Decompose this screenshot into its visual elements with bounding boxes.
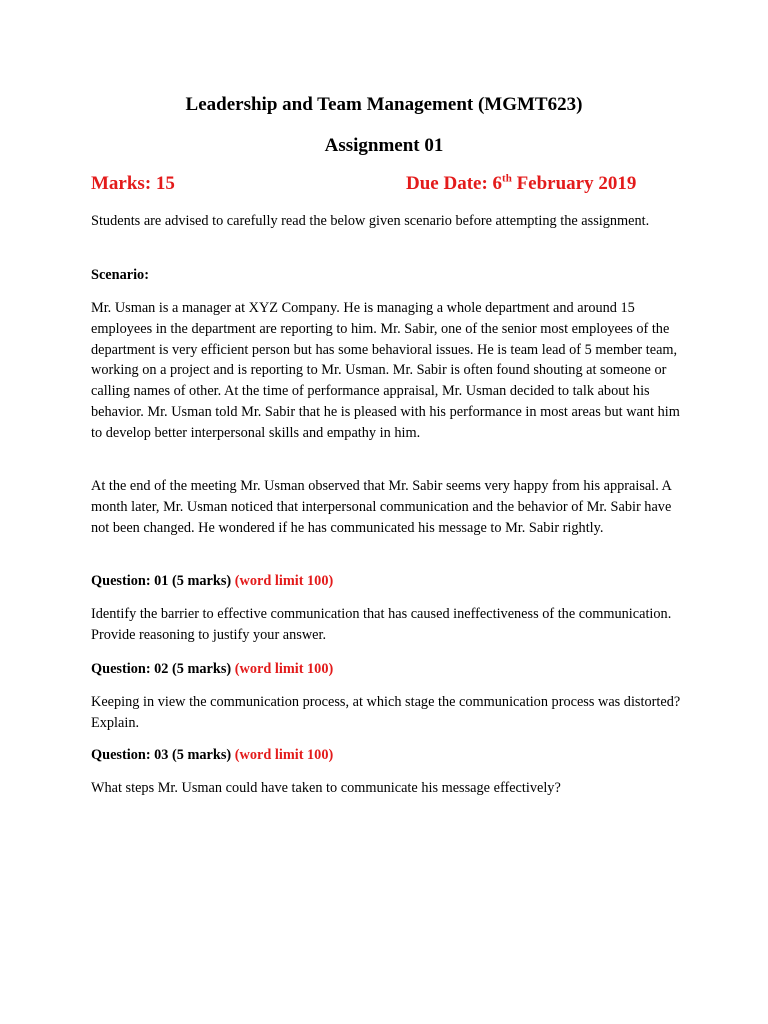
assignment-number: Assignment 01 bbox=[324, 135, 444, 156]
question-2-body: Keeping in view the communication process, at which stage the communication process was distorted? Explain. bbox=[91, 694, 681, 731]
question-1-label: Question: 01 (5 marks) bbox=[91, 573, 232, 589]
question-1-body: Identify the barrier to effective communication that has caused ineffectiveness of the communication. Provide reasoning to justify your answer. bbox=[91, 606, 672, 643]
scenario-paragraph-1: Mr. Usman is a manager at XYZ Company. He is managing a whole department and around 15 employees in the department are reporting to him. Mr. Sabir, one of the senior most employees of the department is very efficient person but has some behavioral issues. He is team lead of 5 member team, working on a project and is reporting to Mr. Usman. Mr. Sabir is often found shouting at someone or calling names of other. At the time of performance appraisal, Mr. Usman decided to talk about his behavior. Mr. Usman told Mr. Sabir that he is pleased with his performance in most areas but want him to develop better interpersonal skills and empathy in him. bbox=[91, 300, 680, 441]
question-1-word-limit: (word limit 100) bbox=[234, 573, 334, 589]
question-3-heading bbox=[91, 745, 681, 766]
question-3-body: What steps Mr. Usman could have taken to communicate his message effectively? bbox=[91, 780, 561, 796]
assignment-meta bbox=[91, 173, 691, 199]
scenario-paragraph-2: At the end of the meeting Mr. Usman observed that Mr. Sabir seems very happy from his appraisal. A month later, Mr. Usman noticed that interpersonal communication and the behavior of Mr. Sabir have not been changed. He wondered if he has communicated his message to Mr. Sabir rightly. bbox=[91, 478, 672, 536]
due-date-prefix: Due Date: 6 bbox=[406, 173, 503, 194]
question-3-label: Question: 03 (5 marks) bbox=[91, 747, 232, 763]
due-date-suffix: February 2019 bbox=[511, 173, 637, 194]
question-2-heading bbox=[91, 659, 681, 680]
question-1-heading bbox=[91, 571, 681, 592]
due-date-ordinal: th bbox=[502, 172, 512, 185]
question-2-label: Question: 02 (5 marks) bbox=[91, 661, 232, 677]
question-3-word-limit: (word limit 100) bbox=[234, 747, 334, 763]
scenario-heading: Scenario: bbox=[91, 267, 149, 283]
document-title: Leadership and Team Management (MGMT623) bbox=[185, 94, 583, 115]
marks-label: Marks: 15 bbox=[91, 173, 175, 194]
due-date bbox=[406, 173, 636, 195]
intro-instructions: Students are advised to carefully read the below given scenario before attempting the assignment. bbox=[91, 213, 650, 229]
question-2-word-limit: (word limit 100) bbox=[234, 661, 334, 677]
